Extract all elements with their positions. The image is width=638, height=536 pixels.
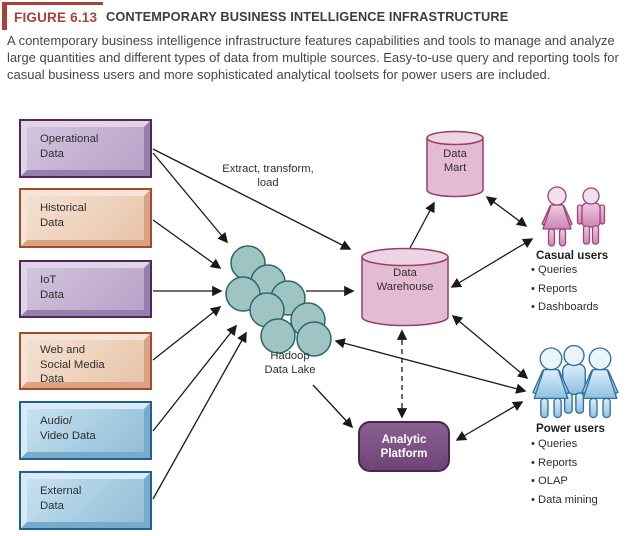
arrow-mart-casual [487, 197, 526, 226]
casual-users-title: Casual users [536, 249, 609, 262]
figure-title: CONTEMPORARY BUSINESS INTELLIGENCE INFRASTRUCTURE [106, 9, 509, 24]
source-box-external-data [19, 471, 152, 530]
list-item: • Reports [531, 283, 598, 297]
arrow-warehouse-casual [452, 239, 532, 287]
list-item: • OLAP [531, 475, 598, 489]
arrow-hadoop-power [336, 341, 525, 391]
source-label: IoT Data [21, 262, 150, 316]
power-user-left-icon [533, 348, 569, 418]
power-users-title: Power users [536, 422, 605, 435]
source-box-operational-data [19, 119, 152, 178]
casual-users-icons [542, 187, 605, 246]
source-box-web-social-data [19, 332, 152, 390]
power-users-list [531, 438, 598, 512]
source-box-audio-video-data [19, 401, 152, 460]
hadoop-data-lake-label: Hadoop Data Lake [264, 350, 316, 376]
arrow-warehouse-to-mart [410, 203, 434, 248]
casual-user-female-icon [542, 187, 572, 246]
arrow-warehouse-power [453, 316, 527, 378]
power-user-middle-icon [563, 346, 586, 414]
source-box-historical-data [19, 188, 152, 248]
arrow-hadoop-to-analytic [313, 385, 352, 427]
list-item: • Data mining [531, 494, 598, 508]
data-warehouse-label: Data Warehouse [376, 267, 434, 293]
hadoop-circle [261, 319, 295, 353]
analytic-platform-box: Analytic Platform [358, 421, 450, 472]
arrow-audio-video-to-hadoop [153, 326, 236, 431]
figure-label: FIGURE 6.13 [14, 10, 98, 25]
source-label: Web and Social Media Data [21, 334, 150, 388]
source-label: External Data [21, 473, 150, 528]
data-mart-label: Data Mart [443, 148, 467, 174]
power-user-right-icon [582, 348, 618, 418]
list-item: • Queries [531, 264, 598, 278]
source-label: Operational Data [21, 121, 150, 176]
list-item: • Dashboards [531, 301, 598, 315]
list-item: • Reports [531, 457, 598, 471]
arrow-historical-to-hadoop [153, 220, 220, 268]
source-label: Historical Data [21, 190, 150, 246]
arrows [153, 149, 532, 499]
arrow-external-to-hadoop [153, 333, 246, 499]
source-box-iot-data [19, 260, 152, 318]
power-users-icons [533, 346, 618, 418]
figure-caption: A contemporary business intelligence infrastructure features capabilities and tools to manage and analyze large quantities and different types of data from multiple sources. Easy-to-use query and reporting tools for casual business users and more sophisticated analytical toolsets for power users are included. [7, 33, 619, 82]
list-item: • Queries [531, 438, 598, 452]
arrow-web-social-to-hadoop [153, 307, 220, 360]
casual-users-list [531, 264, 598, 320]
source-label: Audio/ Video Data [21, 403, 150, 458]
arrow-analytic-power [457, 402, 522, 440]
etl-label: Extract, transform, load [222, 163, 314, 189]
casual-user-male-icon [578, 188, 605, 244]
